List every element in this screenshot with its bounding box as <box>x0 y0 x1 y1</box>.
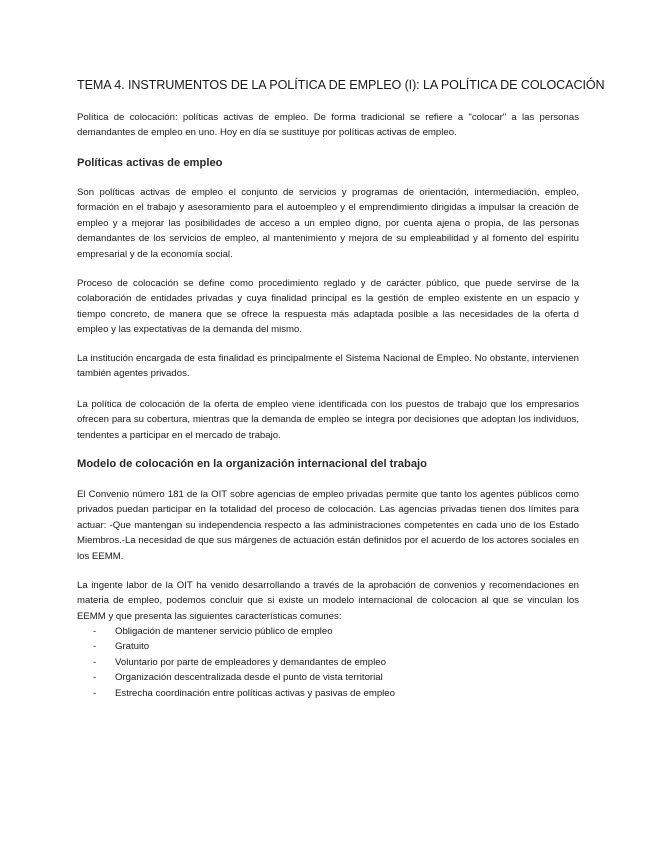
section-heading-politicas-activas: Políticas activas de empleo <box>77 157 223 169</box>
list-item <box>77 686 579 701</box>
paragraph-definicion-politicas: Son políticas activas de empleo el conjunto de servicios y programas de orientación, intermediación, empleo, formación en el trabajo y asesoramiento para el autoempleo y el emprendimiento dirigidas a impulsar la creación de empleo y a mejorar las posibilidades de acceso a un empleo digno, por cuenta ajena o propia, de las personas demandantes de los servicios de empleo, al mantenimiento y mejora de su empleabilidad y al fomento del espíritu empresarial y de la economía social. <box>77 187 579 260</box>
bullet-dash: - <box>93 672 97 684</box>
caracteristicas-list <box>77 624 579 701</box>
section-heading-modelo-oit: Modelo de colocación en la organización internacional del trabajo <box>77 458 427 470</box>
list-item-text: Gratuito <box>115 641 150 653</box>
bullet-dash: - <box>93 656 97 668</box>
page-title: TEMA 4. INSTRUMENTOS DE LA POLÍTICA DE EMPLEO (I): LA POLÍTICA DE COLOCACIÓN <box>77 78 605 92</box>
bullet-dash: - <box>93 687 97 699</box>
list-item-text: Voluntario por parte de empleadores y demandantes de empleo <box>115 656 386 668</box>
paragraph-institucion: La institución encargada de esta finalidad es principalmente el Sistema Nacional de Empleo. No obstante, intervienen también agentes privados. <box>77 353 579 380</box>
paragraph-proceso-colocacion: Proceso de colocación se define como procedimiento reglado y de carácter público, que puede servirse de la colaboración de entidades privadas y cuya finalidad principal es la gestión de empleo existente en un espacio y tiempo concreto, de manera que se ofrece la respuesta más adaptada posible a las necesidades de la oferta d empleo y las expectativas de la demanda del mismo. <box>77 278 579 336</box>
list-item <box>77 670 579 685</box>
paragraph-convenio-181: El Convenio número 181 de la OIT sobre agencias de empleo privadas permite que tanto los agentes públicos como privados puedan participar en la totalidad del proceso de colocación. Las agencias privadas tienen dos límites para actuar: -Que mantengan su independencia respecto a las administraciones competentes en cada uno de los Estado Miembros.-La necesidad de que sus márgenes de actuación están definidos por el acuerdo de los actores sociales en los EEMM. <box>77 489 579 562</box>
paragraph-labor-oit: La ingente labor de la OIT ha venido desarrollando a través de la aprobación de convenios y recomendaciones en materia de empleo, podemos concluir que si existe un modelo internacional de colocacion al que se vinculan los EEMM y que presenta las siguientes características comunes: <box>77 580 579 622</box>
list-item <box>77 624 579 639</box>
bullet-dash: - <box>93 641 97 653</box>
list-item-text: Organización descentralizada desde el punto de vista territorial <box>115 672 383 684</box>
paragraph-oferta-demanda: La política de colocación de la oferta de empleo viene identificada con los puestos de trabajo que los empresarios ofrecen para su cobertura, mientras que la demanda de empleo se integra por decisiones que adoptan los individuos, tendentes a participar en el mercado de trabajo. <box>77 399 579 441</box>
list-item-text: Estrecha coordinación entre políticas activas y pasivas de empleo <box>115 687 395 699</box>
bullet-dash: - <box>93 626 97 637</box>
intro-paragraph: Política de colocación: políticas activas de empleo. De forma tradicional se refiere a "colocar" a las personas demandantes de empleo en uno. Hoy en día se sustituye por políticas activas de empleo. <box>77 112 579 139</box>
list-item <box>77 655 579 670</box>
list-item-text: Obligación de mantener servicio público de empleo <box>115 626 333 637</box>
list-item <box>77 639 579 654</box>
